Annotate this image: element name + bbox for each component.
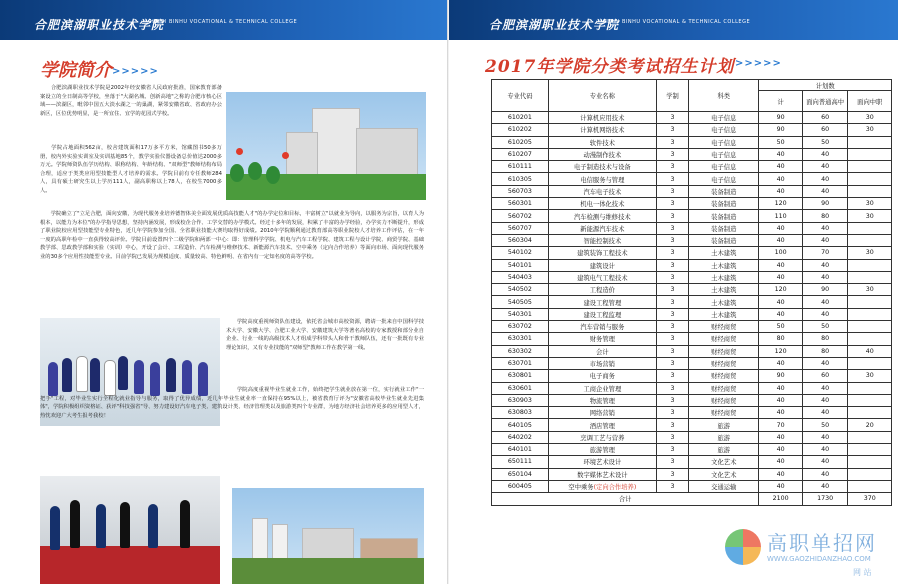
intro-paragraph-2: 学院占地面积562亩，校舍建筑面积17万多平方米，馆藏图书50多万册，校内外实验实训室及实训基地85个，教学实验仪器设备总价值达2000多万元。学院师资队伍学历结构、职称结构、年龄结构、"双师型"教师结构布局合理，适应于类类应用型技能型人才培养的需求。学院目前有专任教师284人，具有硕士研究生以上学历111人，副高职称以上78人，在校生7000多人。	[40, 145, 222, 194]
cell-name: 物流管理	[548, 394, 656, 406]
cell-category: 财经商贸	[689, 345, 759, 357]
total-general: 1730	[802, 493, 848, 505]
cell-vocational	[848, 431, 892, 443]
cell-total: 40	[759, 259, 802, 271]
cell-code: 540101	[492, 259, 549, 271]
table-row	[492, 271, 892, 283]
cell-category: 财经商贸	[689, 333, 759, 345]
table-row	[492, 222, 892, 234]
cell-code: 630701	[492, 357, 549, 369]
cell-vocational	[848, 185, 892, 197]
cell-name: 烹调工艺与营养	[548, 431, 656, 443]
cell-code: 630903	[492, 394, 549, 406]
cell-duration: 3	[656, 198, 688, 210]
cell-vocational	[848, 271, 892, 283]
cell-general: 40	[802, 382, 848, 394]
cell-code: 630302	[492, 345, 549, 357]
cell-total: 40	[759, 431, 802, 443]
cell-name: 市场营销	[548, 357, 656, 369]
cell-general: 50	[802, 419, 848, 431]
cell-category: 电子信息	[689, 112, 759, 124]
table-row	[492, 444, 892, 456]
cell-duration: 3	[656, 124, 688, 136]
cell-duration: 3	[656, 247, 688, 259]
cell-name: 工程造价	[548, 284, 656, 296]
cell-vocational: 20	[848, 419, 892, 431]
cell-vocational	[848, 394, 892, 406]
table-row	[492, 321, 892, 333]
cell-total: 40	[759, 407, 802, 419]
cell-total: 40	[759, 161, 802, 173]
cell-duration: 3	[656, 136, 688, 148]
watermark-name: 高职单招网	[767, 531, 877, 555]
cell-name: 旅游管理	[548, 444, 656, 456]
cell-category: 土木建筑	[689, 259, 759, 271]
table-row	[492, 136, 892, 148]
cell-general: 40	[802, 234, 848, 246]
table-row	[492, 394, 892, 406]
cell-category: 旅游	[689, 419, 759, 431]
cell-vocational	[848, 136, 892, 148]
cell-total: 40	[759, 173, 802, 185]
cell-general: 80	[802, 210, 848, 222]
table-row	[492, 234, 892, 246]
table-row	[492, 468, 892, 480]
intro-paragraph-1: 合肥滨湖职业技术学院是2002年经安徽省人民政府批准，国家教育部备案设立的全日制高等学校，坐落于"大湖名城、创新高地"之称的合肥市核心区域——滨湖区，毗邻中国五大淡水湖之一的巢湖，紧邻安徽省政、省政府办公新区，区位优势明显，是一所宜住、宜学的花园式学校。	[40, 85, 222, 117]
cell-category: 旅游	[689, 431, 759, 443]
table-row	[492, 210, 892, 222]
cell-duration: 3	[656, 382, 688, 394]
cell-general: 90	[802, 198, 848, 210]
cell-name: 建筑电气工程技术	[548, 271, 656, 283]
campus-aerial-photo	[232, 488, 424, 584]
cell-code: 640101	[492, 444, 549, 456]
cell-vocational: 30	[848, 284, 892, 296]
table-row	[492, 456, 892, 468]
cell-vocational	[848, 161, 892, 173]
watermark-logo-icon	[725, 529, 761, 565]
cell-code: 610202	[492, 124, 549, 136]
cell-vocational	[848, 321, 892, 333]
cell-duration: 3	[656, 370, 688, 382]
cell-duration: 3	[656, 234, 688, 246]
cell-vocational: 30	[848, 124, 892, 136]
cell-name: 电信服务与管理	[548, 173, 656, 185]
cell-code: 560304	[492, 234, 549, 246]
table-row	[492, 357, 892, 369]
cell-total: 40	[759, 296, 802, 308]
cell-duration: 3	[656, 357, 688, 369]
cell-duration: 3	[656, 284, 688, 296]
cell-general: 40	[802, 173, 848, 185]
cell-general: 40	[802, 394, 848, 406]
cell-name-note: (定向合作培养)	[593, 484, 637, 492]
cell-category: 旅游	[689, 444, 759, 456]
table-row	[492, 431, 892, 443]
cell-general: 40	[802, 148, 848, 160]
cell-vocational	[848, 333, 892, 345]
enrollment-plan-table	[491, 79, 892, 506]
arrow-decoration: >>>>>	[112, 66, 159, 77]
table-row	[492, 333, 892, 345]
cell-code: 630301	[492, 333, 549, 345]
cell-code: 560702	[492, 210, 549, 222]
cell-vocational	[848, 407, 892, 419]
cell-code: 610111	[492, 161, 549, 173]
cell-duration: 3	[656, 161, 688, 173]
total-count: 2100	[759, 493, 802, 505]
workshop-photo	[40, 476, 220, 584]
cell-category: 文化艺术	[689, 468, 759, 480]
cell-vocational	[848, 259, 892, 271]
cell-duration: 3	[656, 345, 688, 357]
intro-paragraph-3: 学院确立了"立足合肥，面向安徽，为现代服务业培养德智体美全面发展优质高技能人才"的办学定位和目标，丰富树立"以就业为导向，以服务为宗旨，以育人为根本，以能力为本位"的办学指导思想，坚持内涵发展，形成校企合作、工学交替的办学模式。经过十多年的发展，积累了丰富的办学经验，办学实力不断提升，形成了职业院校应用型技能型专业特色，近几年学院参加全国、全省职业技能大赛均取得好成绩。2010年学院顺利通过教育部高等职业院校人才培养工作评估，在一年一度的高职年检中一直获得较高评价。学院目前设置四个二级学院和两部一中心：即：管理科学学院、机电与汽车工程学院、建筑工程与设计学院、商贸学院、基础教学部、思政教学部和实验（实训）中心，开设了会计、工程造价、汽车检测与维修技术、新能源汽车技术、空中乘务（定向合作培养）等面向市场、面向现代服务业的30多个应用性技能型专业。目前学院已发展为规模适度、质量较高、特色鲜明、在省内有一定知名度的高等学校。	[40, 211, 424, 260]
header-name: 专业名称	[548, 80, 656, 112]
cell-general: 90	[802, 284, 848, 296]
college-name-cn-right: 合肥滨湖职业技术学院	[489, 18, 620, 32]
header-code: 专业代码	[492, 80, 549, 112]
cell-code: 640202	[492, 431, 549, 443]
arrow-decoration-right: >>>>>	[735, 58, 782, 69]
table-row	[492, 247, 892, 259]
cell-code: 650104	[492, 468, 549, 480]
cell-total: 40	[759, 185, 802, 197]
cell-total: 90	[759, 124, 802, 136]
cell-vocational	[848, 357, 892, 369]
cell-category: 装备制造	[689, 210, 759, 222]
cell-general: 40	[802, 222, 848, 234]
cell-name: 电子制造技术与设备	[548, 161, 656, 173]
cell-category: 电子信息	[689, 124, 759, 136]
cell-vocational: 30	[848, 247, 892, 259]
cell-category: 土木建筑	[689, 247, 759, 259]
cell-duration: 3	[656, 185, 688, 197]
table-row	[492, 284, 892, 296]
cell-name: 智能控制技术	[548, 234, 656, 246]
table-row	[492, 198, 892, 210]
table-body	[492, 112, 892, 493]
cell-vocational	[848, 480, 892, 492]
cell-vocational: 40	[848, 345, 892, 357]
cell-vocational	[848, 382, 892, 394]
cell-category: 财经商贸	[689, 382, 759, 394]
total-row	[492, 493, 892, 505]
cell-total: 40	[759, 456, 802, 468]
cell-total: 40	[759, 357, 802, 369]
cell-category: 装备制造	[689, 198, 759, 210]
cell-category: 装备制造	[689, 234, 759, 246]
cell-duration: 3	[656, 308, 688, 320]
cell-name: 汽车营销与服务	[548, 321, 656, 333]
cell-total: 120	[759, 284, 802, 296]
cell-name: 工商企业管理	[548, 382, 656, 394]
right-page	[449, 0, 898, 584]
cell-code: 540102	[492, 247, 549, 259]
table-row	[492, 173, 892, 185]
cell-vocational	[848, 296, 892, 308]
cell-total: 100	[759, 247, 802, 259]
header-total: 计	[759, 91, 802, 112]
cell-total: 40	[759, 444, 802, 456]
cell-category: 装备制造	[689, 185, 759, 197]
cell-general: 40	[802, 259, 848, 271]
cell-general: 40	[802, 444, 848, 456]
cell-name: 软件技术	[548, 136, 656, 148]
cell-duration: 3	[656, 271, 688, 283]
cell-total: 120	[759, 345, 802, 357]
cell-duration: 3	[656, 431, 688, 443]
cell-vocational	[848, 234, 892, 246]
intro-paragraph-5: 学院高度重视毕业生就业工作，始终把学生就业放在第一位，实行就业工作"一把手"工程，对毕业生实行全程化就业指导与服务，取得了优异成绩，近几年毕业生就业率一直保持在95%以上，被省教育厅评为"安徽省高校毕业生就业先进集体"，学院积极组织资格证、获评"科技强省"导、努力建设好汽车电子类、建筑设计类、经济管理类以及旅游类四个专业群，为地方经济社会培养更多的应用型人才，热忱欢迎广大考生报考我校！	[40, 387, 424, 419]
cell-total: 40	[759, 308, 802, 320]
cell-general: 40	[802, 185, 848, 197]
cell-duration: 3	[656, 407, 688, 419]
cell-name: 新能源汽车技术	[548, 222, 656, 234]
cell-duration: 3	[656, 321, 688, 333]
site-watermark	[725, 523, 895, 583]
cell-general: 40	[802, 480, 848, 492]
cell-total: 120	[759, 198, 802, 210]
cell-duration: 3	[656, 259, 688, 271]
cell-vocational	[848, 444, 892, 456]
cell-vocational: 30	[848, 112, 892, 124]
cell-general: 60	[802, 124, 848, 136]
header-banner	[0, 0, 449, 40]
cell-general: 40	[802, 161, 848, 173]
cell-general: 40	[802, 357, 848, 369]
table-row	[492, 382, 892, 394]
cell-general: 40	[802, 456, 848, 468]
cell-name: 机电一体化技术	[548, 198, 656, 210]
cell-general: 40	[802, 431, 848, 443]
cell-total: 90	[759, 370, 802, 382]
table-row	[492, 259, 892, 271]
cell-total: 90	[759, 112, 802, 124]
cell-total: 40	[759, 222, 802, 234]
cell-duration: 3	[656, 444, 688, 456]
table-row	[492, 308, 892, 320]
watermark-url: WWW.GAOZHIDANZHAO.COM	[767, 555, 871, 563]
cell-category: 土木建筑	[689, 308, 759, 320]
cell-total: 80	[759, 333, 802, 345]
cell-general: 40	[802, 468, 848, 480]
cell-general: 50	[802, 321, 848, 333]
table-row	[492, 480, 892, 492]
cell-category: 土木建筑	[689, 271, 759, 283]
cell-code: 540301	[492, 308, 549, 320]
cell-name: 建筑装饰工程技术	[548, 247, 656, 259]
header-duration: 学制	[656, 80, 688, 112]
cell-code: 640105	[492, 419, 549, 431]
college-name-en: HEFEI BINHU VOCATIONAL & TECHNICAL COLLEGE	[150, 19, 298, 25]
cell-general: 40	[802, 296, 848, 308]
college-name-en-right: HEFEI BINHU VOCATIONAL & TECHNICAL COLLEGE	[603, 19, 751, 25]
header-category: 科类	[689, 80, 759, 112]
cell-name: 建设工程管理	[548, 296, 656, 308]
cell-category: 电子信息	[689, 161, 759, 173]
cell-vocational	[848, 468, 892, 480]
table-row	[492, 185, 892, 197]
cell-total: 40	[759, 382, 802, 394]
cell-code: 610201	[492, 112, 549, 124]
header-plan: 计划数	[759, 80, 892, 91]
cell-duration: 3	[656, 456, 688, 468]
cell-name: 财务管理	[548, 333, 656, 345]
cell-vocational	[848, 456, 892, 468]
cell-duration: 3	[656, 210, 688, 222]
table-row	[492, 161, 892, 173]
cell-general: 60	[802, 112, 848, 124]
cell-code: 630803	[492, 407, 549, 419]
cell-vocational	[848, 222, 892, 234]
header-banner-right	[449, 0, 898, 40]
intro-paragraph-4: 学院高度重视师资队伍建设，依托省会城市高校资源，聘请一批来自中国科学技术大学、安徽大学、合肥工业大学、安徽建筑大学等著名高校的专家教授和部分业自企业、行业一线的高级技术人才组成学科带头人和骨干教师队伍，还有一批既有专业理论知识，又有专业技能的"双师型"教师工作在教学第一线。	[226, 319, 424, 351]
cell-general: 80	[802, 333, 848, 345]
cell-duration: 3	[656, 419, 688, 431]
cell-total: 40	[759, 271, 802, 283]
college-name-cn: 合肥滨湖职业技术学院	[34, 18, 165, 32]
cell-name: 汽车检测与维修技术	[548, 210, 656, 222]
cell-category: 电子信息	[689, 173, 759, 185]
header-general: 面向普通高中	[802, 91, 848, 112]
cell-duration: 3	[656, 296, 688, 308]
plan-title: 2017年学院分类考试招生计划	[485, 57, 735, 77]
table-row	[492, 370, 892, 382]
cell-total: 40	[759, 234, 802, 246]
table-row	[492, 124, 892, 136]
cell-name: 空中乘务(定向合作培养)	[548, 480, 656, 492]
cell-name: 计算机网络技术	[548, 124, 656, 136]
cell-category: 财经商贸	[689, 370, 759, 382]
cell-duration: 3	[656, 148, 688, 160]
cell-code: 630801	[492, 370, 549, 382]
cell-total: 110	[759, 210, 802, 222]
cell-vocational: 30	[848, 370, 892, 382]
cell-duration: 3	[656, 480, 688, 492]
cell-name: 汽车电子技术	[548, 185, 656, 197]
cell-vocational	[848, 308, 892, 320]
cell-general: 50	[802, 136, 848, 148]
cell-code: 540502	[492, 284, 549, 296]
cell-code: 610305	[492, 173, 549, 185]
cell-total: 50	[759, 136, 802, 148]
cell-code: 650111	[492, 456, 549, 468]
cell-vocational	[848, 173, 892, 185]
table-row	[492, 112, 892, 124]
cell-category: 土木建筑	[689, 284, 759, 296]
cell-code: 610205	[492, 136, 549, 148]
cell-general: 40	[802, 308, 848, 320]
cell-duration: 3	[656, 112, 688, 124]
section-title: 学院简介	[40, 60, 112, 81]
cell-category: 交通运输	[689, 480, 759, 492]
header-vocational: 面向中职	[848, 91, 892, 112]
table-row	[492, 296, 892, 308]
cell-total: 40	[759, 148, 802, 160]
cell-code: 540505	[492, 296, 549, 308]
cell-total: 50	[759, 321, 802, 333]
cell-category: 财经商贸	[689, 321, 759, 333]
cell-vocational: 30	[848, 210, 892, 222]
cell-name: 环境艺术设计	[548, 456, 656, 468]
cell-code: 560707	[492, 222, 549, 234]
total-vocational: 370	[848, 493, 892, 505]
cell-code: 560301	[492, 198, 549, 210]
cell-code: 600405	[492, 480, 549, 492]
cell-name: 建设工程监理	[548, 308, 656, 320]
cell-total: 40	[759, 468, 802, 480]
cell-name: 动漫制作技术	[548, 148, 656, 160]
cell-name: 酒店管理	[548, 419, 656, 431]
cell-name: 电子商务	[548, 370, 656, 382]
cell-category: 土木建筑	[689, 296, 759, 308]
cell-general: 80	[802, 345, 848, 357]
cell-duration: 3	[656, 394, 688, 406]
cell-vocational: 30	[848, 198, 892, 210]
cell-name: 会计	[548, 345, 656, 357]
cell-duration: 3	[656, 173, 688, 185]
cell-category: 文化艺术	[689, 456, 759, 468]
cell-code: 610207	[492, 148, 549, 160]
table-row	[492, 148, 892, 160]
cell-general: 40	[802, 407, 848, 419]
cell-general: 60	[802, 370, 848, 382]
campus-photo	[226, 92, 426, 200]
table-row	[492, 407, 892, 419]
cell-code: 540403	[492, 271, 549, 283]
cell-duration: 3	[656, 333, 688, 345]
cell-total: 40	[759, 480, 802, 492]
cell-category: 财经商贸	[689, 357, 759, 369]
cell-duration: 3	[656, 468, 688, 480]
cell-code: 630702	[492, 321, 549, 333]
cell-category: 装备制造	[689, 222, 759, 234]
cell-code: 630601	[492, 382, 549, 394]
watermark-segment: 网 站	[853, 568, 872, 577]
table-row	[492, 345, 892, 357]
cell-category: 电子信息	[689, 136, 759, 148]
cell-duration: 3	[656, 222, 688, 234]
cell-name: 网络营销	[548, 407, 656, 419]
cell-vocational	[848, 148, 892, 160]
cell-general: 40	[802, 271, 848, 283]
cell-category: 电子信息	[689, 148, 759, 160]
cell-total: 40	[759, 394, 802, 406]
cell-name: 数字媒体艺术设计	[548, 468, 656, 480]
cell-code: 560703	[492, 185, 549, 197]
cell-category: 财经商贸	[689, 407, 759, 419]
cell-total: 70	[759, 419, 802, 431]
cell-general: 70	[802, 247, 848, 259]
table-row	[492, 419, 892, 431]
cell-name: 建筑设计	[548, 259, 656, 271]
cell-name: 计算机应用技术	[548, 112, 656, 124]
total-label: 合计	[492, 493, 759, 505]
cell-category: 财经商贸	[689, 394, 759, 406]
